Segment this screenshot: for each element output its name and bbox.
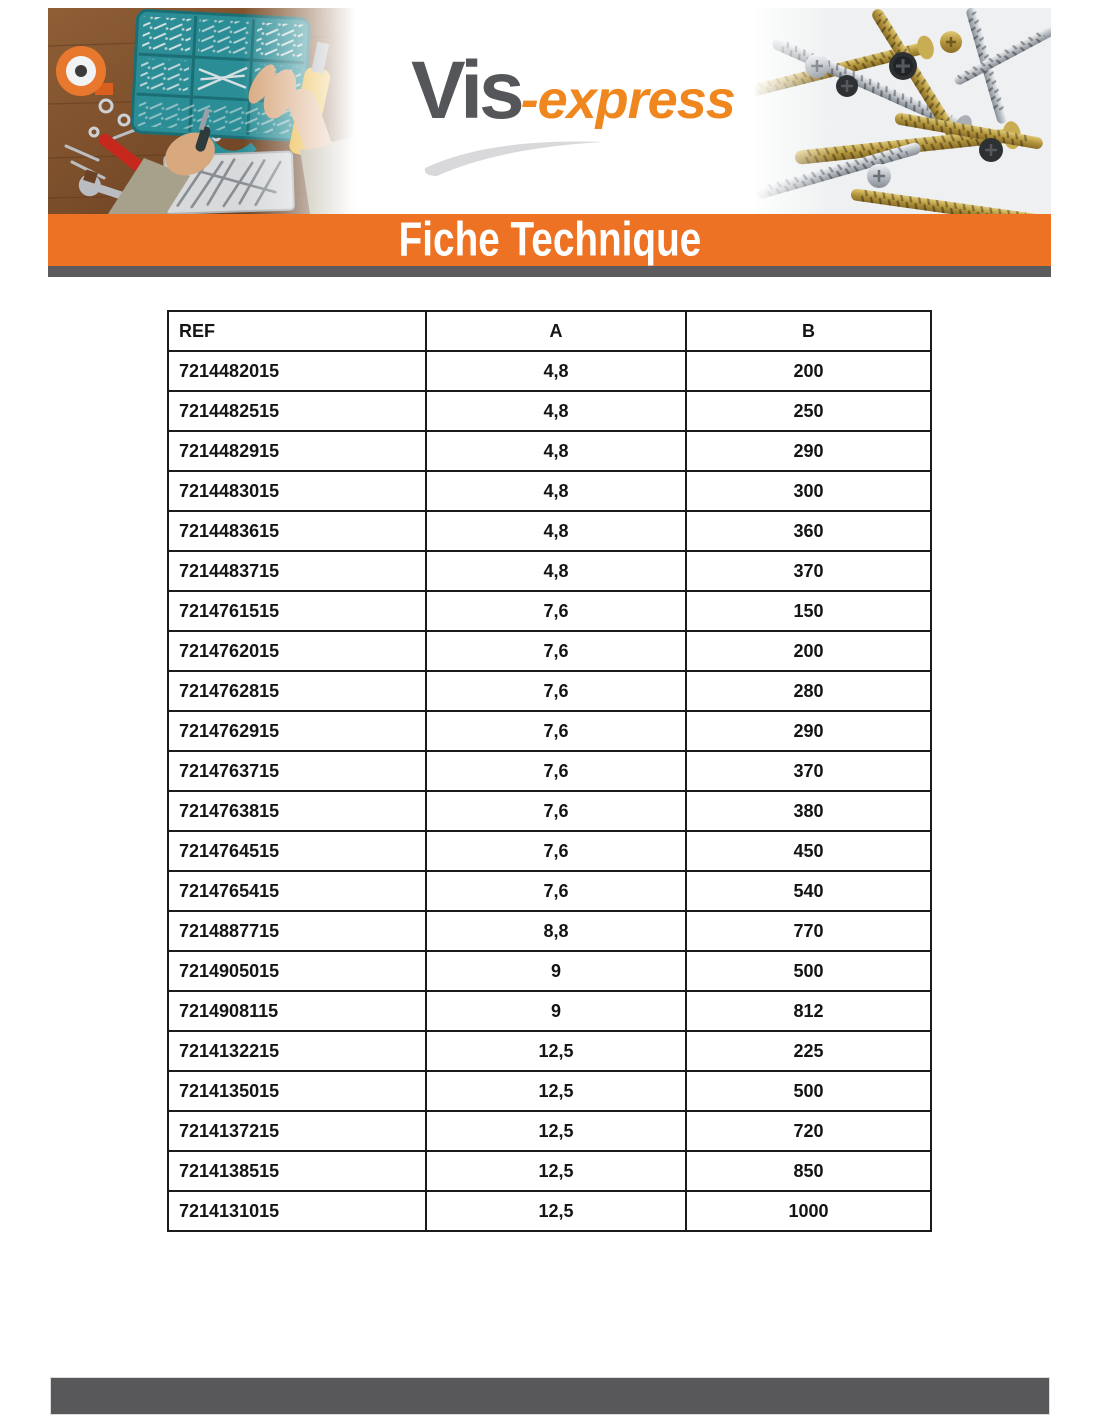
cell-ref: 7214135015 <box>168 1071 426 1111</box>
cell-a: 12,5 <box>426 1111 686 1151</box>
table-row <box>168 471 931 511</box>
cell-a: 7,6 <box>426 871 686 911</box>
logo-vis-text: Vis <box>411 45 521 136</box>
cell-b: 500 <box>686 1071 931 1111</box>
banner-shadow-strip <box>48 266 1051 277</box>
cell-b: 370 <box>686 751 931 791</box>
cell-ref: 7214762015 <box>168 631 426 671</box>
cell-a: 9 <box>426 951 686 991</box>
cell-a: 4,8 <box>426 511 686 551</box>
header <box>48 8 1051 214</box>
cell-b: 150 <box>686 591 931 631</box>
cell-b: 200 <box>686 351 931 391</box>
table-row <box>168 631 931 671</box>
cell-ref: 7214483615 <box>168 511 426 551</box>
cell-a: 8,8 <box>426 911 686 951</box>
logo-area <box>355 8 755 214</box>
cell-a: 7,6 <box>426 591 686 631</box>
table-row <box>168 751 931 791</box>
workbench-photo-art <box>48 8 355 214</box>
table-row <box>168 351 931 391</box>
cell-ref: 7214761515 <box>168 591 426 631</box>
cell-b: 720 <box>686 1111 931 1151</box>
cell-ref: 7214908115 <box>168 991 426 1031</box>
cell-b: 812 <box>686 991 931 1031</box>
workbench-photo <box>48 8 355 214</box>
cell-a: 4,8 <box>426 391 686 431</box>
cell-a: 4,8 <box>426 551 686 591</box>
cell-b: 1000 <box>686 1191 931 1231</box>
screws-photo <box>755 8 1051 214</box>
cell-b: 370 <box>686 551 931 591</box>
cell-b: 360 <box>686 511 931 551</box>
cell-ref: 7214887715 <box>168 911 426 951</box>
cell-a: 4,8 <box>426 351 686 391</box>
banner-title: Fiche Technique <box>398 212 701 267</box>
table-row <box>168 591 931 631</box>
cell-a: 12,5 <box>426 1151 686 1191</box>
cell-a: 7,6 <box>426 831 686 871</box>
table-row <box>168 671 931 711</box>
cell-a: 7,6 <box>426 791 686 831</box>
col-header-a: A <box>426 311 686 351</box>
table-row <box>168 871 931 911</box>
table-row <box>168 1151 931 1191</box>
table-row <box>168 1031 931 1071</box>
table-row <box>168 951 931 991</box>
table-row <box>168 1111 931 1151</box>
cell-ref: 7214765415 <box>168 871 426 911</box>
cell-ref: 7214138515 <box>168 1151 426 1191</box>
cell-ref: 7214763715 <box>168 751 426 791</box>
cell-a: 7,6 <box>426 631 686 671</box>
cell-ref: 7214763815 <box>168 791 426 831</box>
logo-express-text: -express <box>520 70 735 130</box>
table-row <box>168 1071 931 1111</box>
cell-b: 300 <box>686 471 931 511</box>
cell-a: 7,6 <box>426 671 686 711</box>
table-row <box>168 431 931 471</box>
cell-ref: 7214764515 <box>168 831 426 871</box>
cell-ref: 7214905015 <box>168 951 426 991</box>
cell-b: 380 <box>686 791 931 831</box>
cell-b: 770 <box>686 911 931 951</box>
table-row <box>168 391 931 431</box>
table-row <box>168 791 931 831</box>
cell-a: 9 <box>426 991 686 1031</box>
cell-b: 280 <box>686 671 931 711</box>
cell-ref: 7214131015 <box>168 1191 426 1231</box>
table-row <box>168 911 931 951</box>
col-header-b: B <box>686 311 931 351</box>
footer-bar <box>50 1377 1050 1415</box>
table-row <box>168 511 931 551</box>
cell-ref: 7214483015 <box>168 471 426 511</box>
cell-b: 250 <box>686 391 931 431</box>
col-header-ref: REF <box>168 311 426 351</box>
table-row <box>168 831 931 871</box>
cell-b: 225 <box>686 1031 931 1071</box>
cell-b: 540 <box>686 871 931 911</box>
cell-b: 450 <box>686 831 931 871</box>
cell-ref: 7214762815 <box>168 671 426 711</box>
vis-express-logo <box>411 44 735 138</box>
cell-a: 12,5 <box>426 1031 686 1071</box>
cell-b: 850 <box>686 1151 931 1191</box>
cell-b: 290 <box>686 711 931 751</box>
cell-ref: 7214137215 <box>168 1111 426 1151</box>
screws-photo-art <box>755 8 1051 214</box>
logo-swoosh-icon <box>419 134 609 178</box>
cell-b: 500 <box>686 951 931 991</box>
cell-ref: 7214483715 <box>168 551 426 591</box>
cell-b: 200 <box>686 631 931 671</box>
cell-a: 7,6 <box>426 711 686 751</box>
cell-b: 290 <box>686 431 931 471</box>
fiche-technique-banner <box>48 214 1051 266</box>
spec-table <box>167 310 932 1232</box>
table-header-row <box>168 311 931 351</box>
cell-a: 4,8 <box>426 471 686 511</box>
table-row <box>168 991 931 1031</box>
cell-a: 12,5 <box>426 1191 686 1231</box>
table-row <box>168 551 931 591</box>
photo-fade-left <box>755 8 835 214</box>
cell-ref: 7214482915 <box>168 431 426 471</box>
cell-a: 12,5 <box>426 1071 686 1111</box>
cell-ref: 7214482015 <box>168 351 426 391</box>
table-row <box>168 711 931 751</box>
cell-a: 7,6 <box>426 751 686 791</box>
cell-ref: 7214132215 <box>168 1031 426 1071</box>
photo-fade <box>243 8 355 214</box>
cell-ref: 7214482515 <box>168 391 426 431</box>
table-row <box>168 1191 931 1231</box>
cell-a: 4,8 <box>426 431 686 471</box>
cell-ref: 7214762915 <box>168 711 426 751</box>
